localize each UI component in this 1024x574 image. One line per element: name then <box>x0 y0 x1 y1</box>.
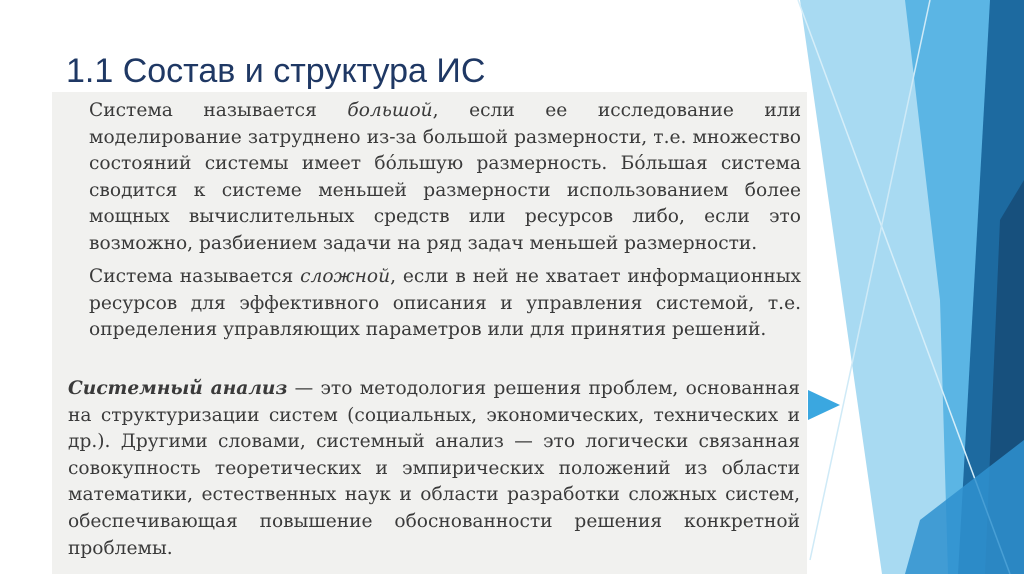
p1-emphasis: большой <box>347 100 433 121</box>
p2-emphasis: сложной <box>300 266 391 287</box>
paragraph-system-analysis <box>68 376 800 562</box>
paragraph-large-system <box>89 98 801 258</box>
p3-term: Системный анализ <box>68 378 288 399</box>
p2-text-after: , если в ней не хватает информационных ресурсов для эффективного описания и управления системой, т.е. определения управляющих параметров или для принятия решений. <box>89 266 801 341</box>
slide-title: 1.1 Состав и структура ИС <box>66 52 486 90</box>
p3-text-after: — это методология решения проблем, основанная на структуризации систем (социальных, экономических, технических и др.). Другими словами, системный анализ — это логически связанная совокупность теоретических и эмпирических положений из области математики, естественных наук и области разработки сложных систем, обеспечивающая повышение обоснованности решения конкретной проблемы. <box>68 378 800 559</box>
p2-text-before: Система называется <box>89 266 301 287</box>
paragraph-complex-system <box>89 264 801 344</box>
p1-text-after: , если ее исследование или моделирование затруднено из-за большой размерности, т.е. множество состояний системы имеет бóльшую размерность. Бóльшая система сводится к системе меньшей размерности использованием более мощных вычислительных средств или ресурсов либо, если это возможно, разбиением задачи на ряд задач меньшей размерности. <box>89 100 801 254</box>
p1-text-before: Система называется <box>89 100 348 121</box>
deco-accent-triangle <box>808 390 840 420</box>
